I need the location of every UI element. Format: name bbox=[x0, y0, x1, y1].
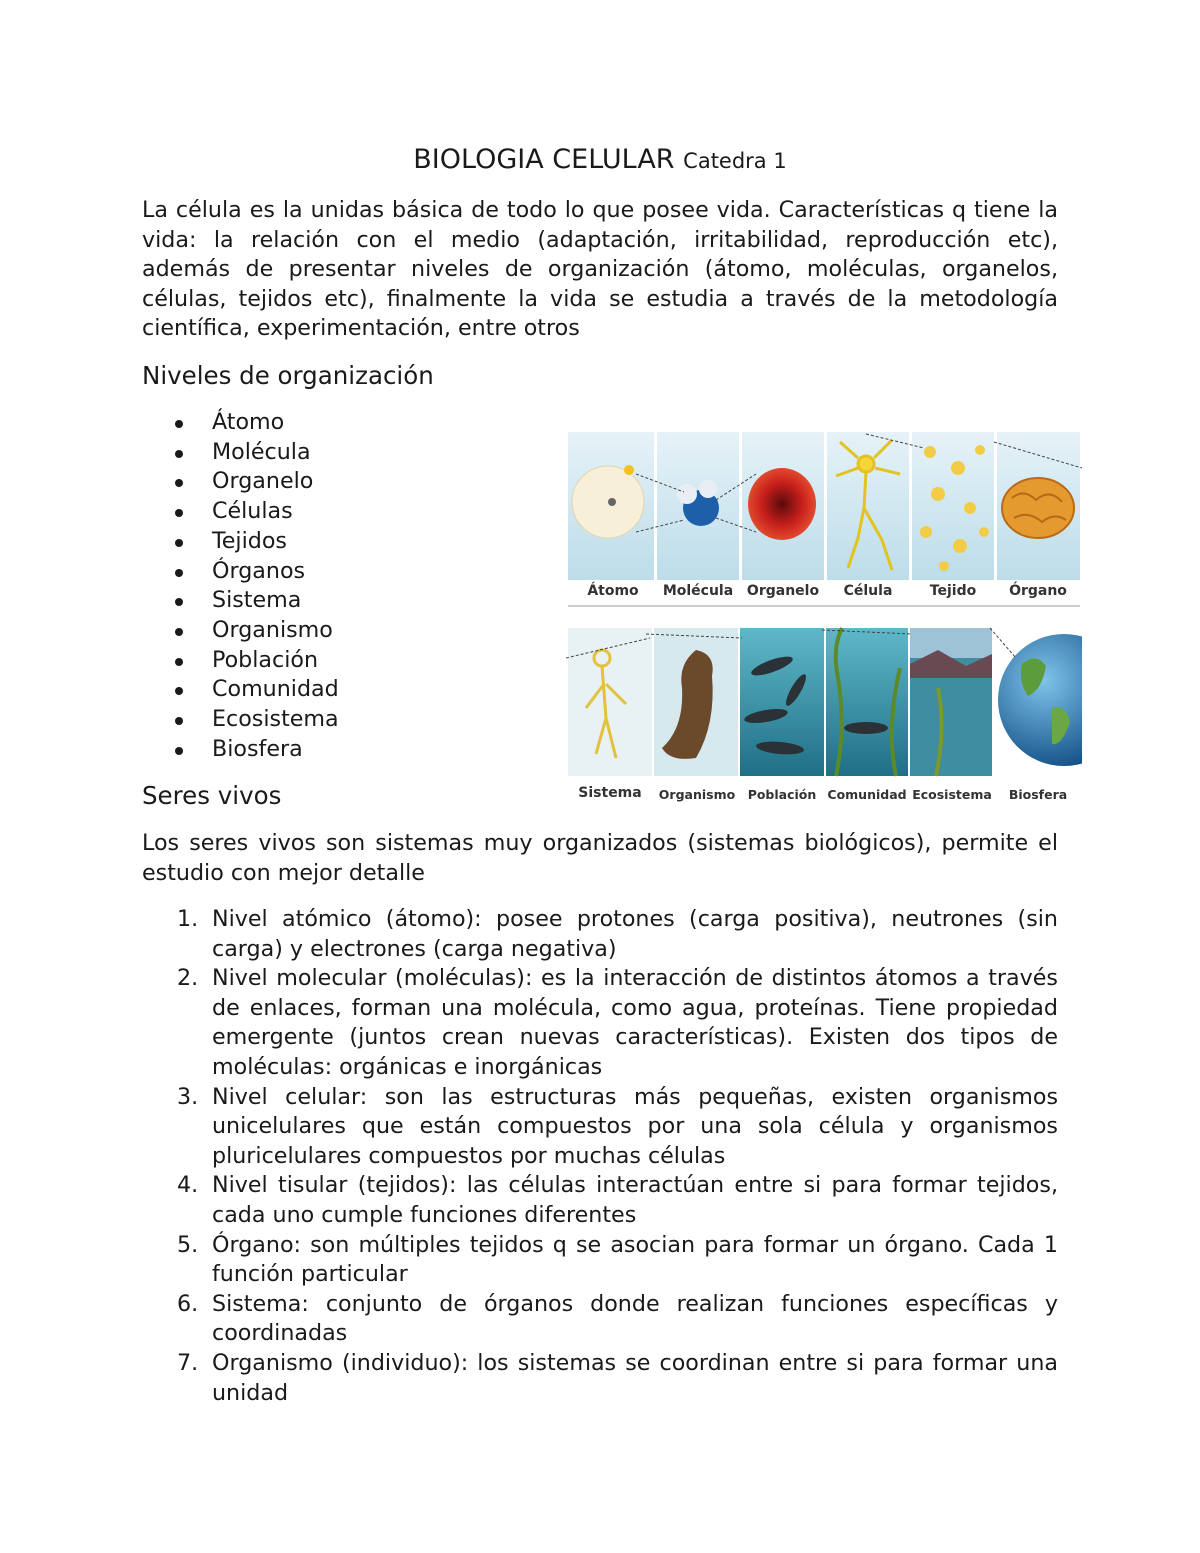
list-item-text: Nivel celular: son las estructuras más pequeñas, existen organismos unicelulares que están compuestos por una sola célula y organismos pluricelulares compuestos por muchas células bbox=[212, 1083, 1058, 1169]
label-organelo: Organelo bbox=[746, 583, 820, 599]
list-number: 3. bbox=[177, 1083, 199, 1110]
list-number: 6. bbox=[177, 1290, 199, 1317]
levels-illustration bbox=[566, 428, 1082, 812]
list-item: Células bbox=[142, 497, 339, 527]
list-item bbox=[142, 1083, 1058, 1172]
list-item-text: Órgano: son múltiples tejidos q se asocian para formar un órgano. Cada 1 función particular bbox=[212, 1231, 1058, 1288]
list-item-text: Organismo (individuo): los sistemas se coordinan entre si para formar una unidad bbox=[212, 1349, 1058, 1406]
panel-celula bbox=[827, 432, 909, 580]
seres-paragraph: Los seres vivos son sistemas muy organizados (sistemas biológicos), permite el estudio con mejor detalle bbox=[142, 830, 1058, 886]
label-atomo: Átomo bbox=[587, 583, 639, 599]
list-item: Organismo bbox=[142, 616, 339, 646]
list-item: Órganos bbox=[142, 557, 339, 587]
list-number: 1. bbox=[177, 906, 199, 932]
page-title bbox=[142, 140, 1058, 181]
label-ecosistema: Ecosistema bbox=[912, 787, 992, 802]
panel-sistema bbox=[568, 628, 652, 776]
list-item bbox=[142, 1171, 1058, 1230]
list-item: Población bbox=[142, 646, 339, 676]
label-molecula: Molécula bbox=[662, 583, 734, 599]
list-item: Tejidos bbox=[142, 527, 339, 557]
list-item bbox=[142, 1231, 1058, 1290]
list-number: 5. bbox=[177, 1231, 199, 1258]
niveles-heading: Niveles de organización bbox=[142, 361, 434, 390]
seres-numbered-list bbox=[142, 905, 1058, 1408]
list-item bbox=[142, 905, 1058, 964]
organelle-shape bbox=[748, 468, 816, 540]
niveles-list bbox=[142, 408, 339, 764]
list-item: Molécula bbox=[142, 438, 339, 468]
label-biosfera: Biosfera bbox=[1008, 787, 1068, 802]
list-item: Sistema bbox=[142, 586, 339, 616]
list-item-text: Sistema: conjunto de órganos donde realizan funciones específicas y coordinadas bbox=[212, 1290, 1058, 1347]
label-tejido: Tejido bbox=[929, 583, 977, 599]
list-number: 4. bbox=[177, 1172, 199, 1199]
intro-paragraph: La célula es la unidas básica de todo lo que posee vida. Características q tiene la vida: la relación con el medio (adaptación, irritabilidad, reproducción etc), además de presentar niveles de organización (átomo, moléculas, organelos, células, tejidos etc), finalmente la vida se estudia a través de la metodología científica, experimentación, entre otros bbox=[142, 197, 1058, 342]
list-item: Comunidad bbox=[142, 675, 339, 705]
label-poblacion: Población bbox=[747, 787, 817, 802]
label-celula: Célula bbox=[843, 583, 893, 599]
label-sistema: Sistema bbox=[578, 785, 642, 801]
title-main: BIOLOGIA CELULAR bbox=[413, 144, 675, 175]
levels-figure bbox=[566, 428, 1082, 812]
list-number: 2. bbox=[177, 965, 199, 992]
list-item: Ecosistema bbox=[142, 705, 339, 735]
list-number: 7. bbox=[177, 1349, 199, 1376]
list-item bbox=[142, 1349, 1058, 1408]
list-item: Biosfera bbox=[142, 735, 339, 765]
list-item: Átomo bbox=[142, 408, 339, 438]
list-item-text: Nivel molecular (moléculas): es la interacción de distintos átomos a través de enlaces, forman una molécula, como agua, proteínas. Tiene propiedad emergente (juntos crean nuevas características). Existen dos tipos de moléculas: orgánicas e inorgánicas bbox=[212, 965, 1058, 1080]
label-organo: Órgano bbox=[1009, 583, 1067, 599]
label-comunidad: Comunidad bbox=[827, 787, 907, 802]
list-item-text: Nivel atómico (átomo): posee protones (carga positiva), neutrones (sin carga) y electrones (carga negativa) bbox=[212, 906, 1058, 962]
list-item bbox=[142, 964, 1058, 1082]
seres-heading: Seres vivos bbox=[142, 781, 282, 810]
list-item: Organelo bbox=[142, 467, 339, 497]
label-organismo: Organismo bbox=[658, 787, 736, 802]
list-item-text: Nivel tisular (tejidos): las células interactúan entre si para formar tejidos, cada uno cumple funciones diferentes bbox=[212, 1172, 1058, 1228]
list-item bbox=[142, 1290, 1058, 1349]
title-sub: Catedra 1 bbox=[683, 149, 787, 173]
brain-shape bbox=[1002, 478, 1074, 538]
